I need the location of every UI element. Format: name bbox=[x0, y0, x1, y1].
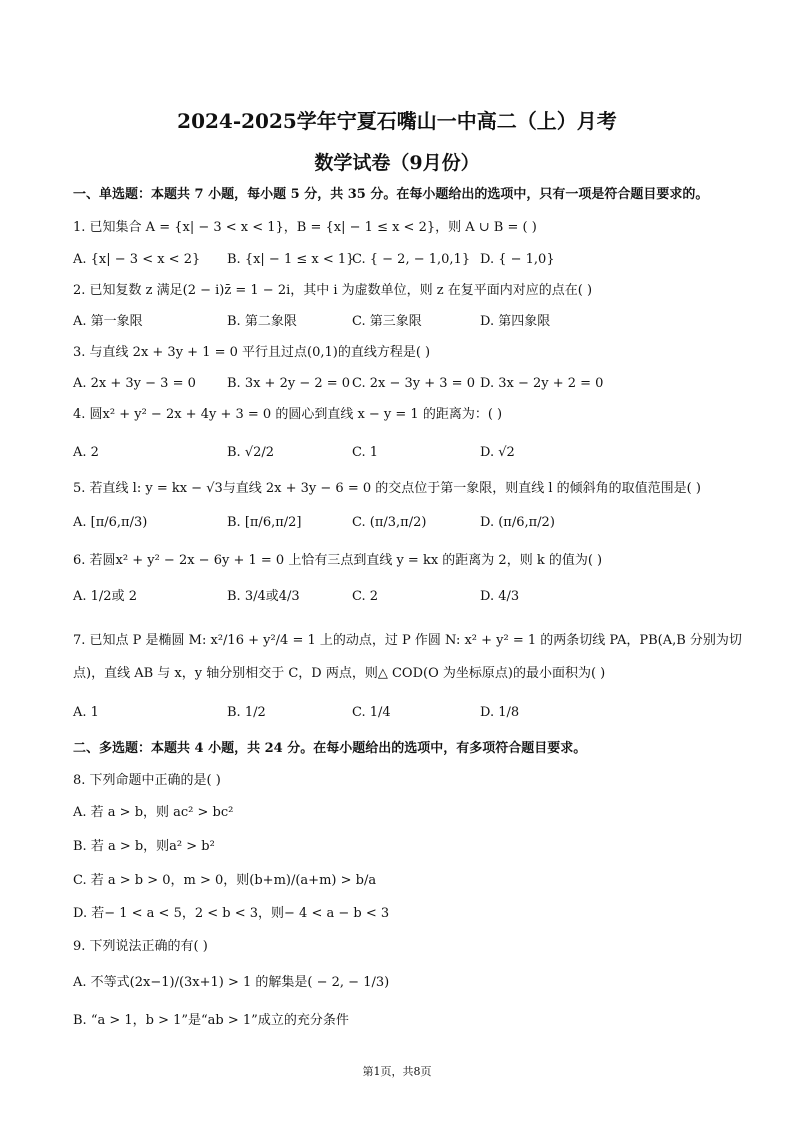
question-3-option-c: C. 2x − 3y + 3 = 0 bbox=[352, 376, 475, 391]
question-5-option-d: D. (π/6,π/2) bbox=[480, 515, 555, 530]
question-7-stem-line-2: 点)，直线 AB 与 x，y 轴分别相交于 C，D 两点，则△ COD(O 为坐标原点)的最小面积为( ) bbox=[73, 666, 606, 681]
question-8-option-c: C. 若 a > b > 0，m > 0，则(b+m)/(a+m) > b/a bbox=[73, 873, 377, 888]
question-7-option-b: B. 1/2 bbox=[227, 705, 266, 720]
question-5-option-a: A. [π/6,π/3) bbox=[73, 515, 148, 530]
question-1-option-c: C. { − 2, − 1,0,1} bbox=[352, 252, 471, 267]
question-3-option-d: D. 3x − 2y + 2 = 0 bbox=[480, 376, 604, 391]
question-1-option-d: D. { − 1,0} bbox=[480, 252, 555, 267]
question-8-option-d: D. 若− 1 < a < 5，2 < b < 3，则− 4 < a − b < 3 bbox=[73, 906, 390, 921]
question-9-stem: 9. 下列说法正确的有( ) bbox=[73, 939, 208, 954]
question-1-option-a: A. {x| − 3 < x < 2} bbox=[73, 252, 201, 267]
question-7-option-a: A. 1 bbox=[73, 705, 99, 720]
question-2-stem: 2. 已知复数 z 满足(2 − i)z̄ = 1 − 2i，其中 i 为虚数单位，则 z 在复平面内对应的点在( ) bbox=[73, 283, 593, 298]
question-8-option-b: B. 若 a > b，则a² > b² bbox=[73, 839, 215, 854]
question-4-option-c: C. 1 bbox=[352, 445, 379, 460]
question-9-option-a: A. 不等式(2x−1)/(3x+1) > 1 的解集是( − 2, − 1/3) bbox=[73, 975, 390, 990]
question-5-option-b: B. [π/6,π/2] bbox=[227, 515, 302, 530]
question-6-option-c: C. 2 bbox=[352, 589, 379, 604]
question-2-option-c: C. 第三象限 bbox=[352, 314, 422, 329]
question-5-stem: 5. 若直线 l: y = kx − √3与直线 2x + 3y − 6 = 0 的交点位于第一象限，则直线 l 的倾斜角的取值范围是( ) bbox=[73, 481, 701, 496]
question-2-option-d: D. 第四象限 bbox=[480, 314, 551, 329]
question-8-option-a: A. 若 a > b，则 ac² > bc² bbox=[73, 805, 234, 820]
question-8-stem: 8. 下列命题中正确的是( ) bbox=[73, 773, 221, 788]
question-6-option-a: A. 1/2或 2 bbox=[73, 589, 137, 604]
section-single-choice: 一、单选题：本题共 7 小题，每小题 5 分，共 35 分。在每小题给出的选项中，只有一项是符合题目要求的。 bbox=[73, 187, 709, 202]
question-1-stem: 1. 已知集合 A = {x| − 3 < x < 1}，B = {x| − 1 ≤ x < 2}，则 A ∪ B = ( ) bbox=[73, 220, 537, 235]
question-3-stem: 3. 与直线 2x + 3y + 1 = 0 平行且过点(0,1)的直线方程是( ) bbox=[73, 345, 431, 360]
exam-subtitle: 数学试卷（9月份） bbox=[314, 152, 480, 174]
question-4-stem: 4. 圆x² + y² − 2x + 4y + 3 = 0 的圆心到直线 x − y = 1 的距离为：( ) bbox=[73, 407, 503, 422]
question-7-option-d: D. 1/8 bbox=[480, 705, 520, 720]
question-3-option-b: B. 3x + 2y − 2 = 0 bbox=[227, 376, 351, 391]
question-6-stem: 6. 若圆x² + y² − 2x − 6y + 1 = 0 上恰有三点到直线 y = kx 的距离为 2，则 k 的值为( ) bbox=[73, 553, 603, 568]
question-9-option-b: B. “a > 1，b > 1”是“ab > 1”成立的充分条件 bbox=[73, 1013, 349, 1028]
exam-title: 2024-2025学年宁夏石嘴山一中高二（上）月考 bbox=[177, 109, 617, 133]
question-7-option-c: C. 1/4 bbox=[352, 705, 391, 720]
question-2-option-a: A. 第一象限 bbox=[73, 314, 143, 329]
page-number-footer: 第1页，共8页 bbox=[362, 1065, 432, 1078]
question-2-option-b: B. 第二象限 bbox=[227, 314, 297, 329]
section-multiple-choice: 二、多选题：本题共 4 小题，共 24 分。在每小题给出的选项中，有多项符合题目要求。 bbox=[73, 741, 587, 756]
question-1-option-b: B. {x| − 1 ≤ x < 1} bbox=[227, 252, 355, 267]
question-5-option-c: C. (π/3,π/2) bbox=[352, 515, 427, 530]
question-6-option-b: B. 3/4或4/3 bbox=[227, 589, 300, 604]
question-4-option-a: A. 2 bbox=[73, 445, 99, 460]
question-6-option-d: D. 4/3 bbox=[480, 589, 520, 604]
question-3-option-a: A. 2x + 3y − 3 = 0 bbox=[73, 376, 196, 391]
question-4-option-d: D. √2 bbox=[480, 445, 515, 460]
question-4-option-b: B. √2/2 bbox=[227, 445, 275, 460]
question-7-stem-line-1: 7. 已知点 P 是椭圆 M: x²/16 + y²/4 = 1 上的动点，过 P 作圆 N: x² + y² = 1 的两条切线 PA，PB(A,B 分别为切 bbox=[73, 633, 742, 648]
